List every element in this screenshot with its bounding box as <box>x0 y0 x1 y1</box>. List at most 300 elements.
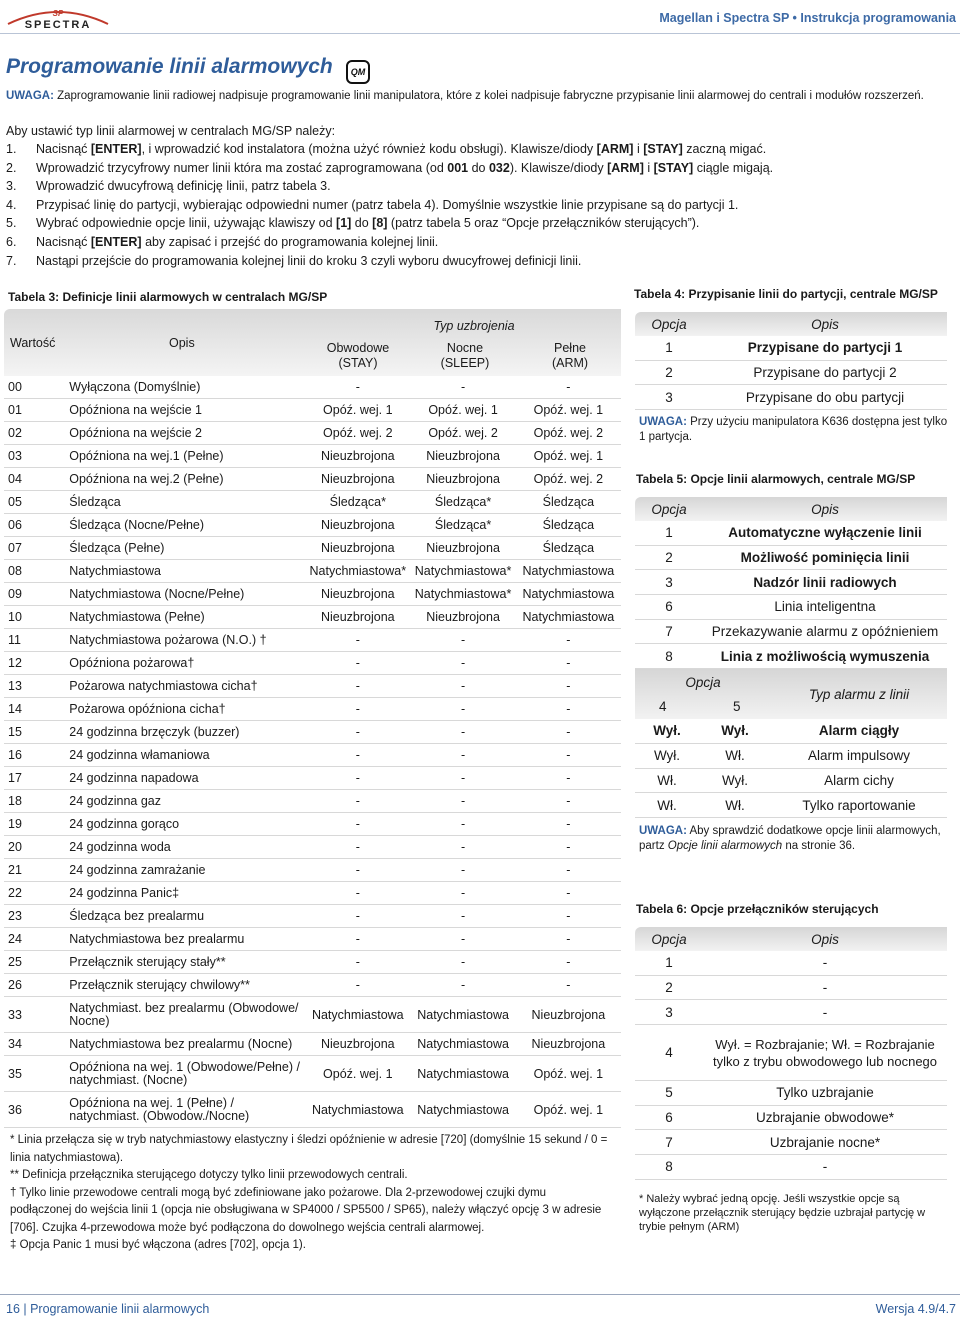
table4-row <box>635 385 947 410</box>
table3-cell: Nieuzbrojona <box>426 541 500 555</box>
table3-cell: 06 <box>8 518 22 532</box>
table3-row <box>4 1033 621 1056</box>
table3-cell: Natychmiastowa <box>417 1037 509 1051</box>
table3-row <box>4 422 621 445</box>
table3-cell: - <box>566 817 571 831</box>
table6-desc: Uzbrajanie nocne* <box>769 1134 881 1150</box>
table3-cell: 05 <box>8 495 22 509</box>
table3-cell: Śledząca* <box>329 495 386 509</box>
table3-cell: 22 <box>8 886 22 900</box>
table3-cell: Opóź. wej. 2 <box>533 426 604 440</box>
table6-opt: 2 <box>665 980 673 996</box>
table5-sub-opt5: Wł. <box>725 797 745 813</box>
table6-note: * Należy wybrać jedną opcję. Jeśli wszystkie opcje są wyłączone przełącznik sterujący będzie uzbrajał partycję w trybie pełnym (ARM) <box>639 1193 926 1233</box>
table5-head-opt: Opcja <box>651 501 687 517</box>
table3-cell: 18 <box>8 794 22 808</box>
table3-row <box>4 537 621 560</box>
table3-cell: - <box>460 748 466 762</box>
table3-cell: Nieuzbrojona <box>320 587 395 601</box>
table6-row <box>635 951 947 976</box>
table3-row <box>4 974 621 997</box>
table3-cell: - <box>566 679 571 693</box>
table6-desc: - <box>822 1004 828 1020</box>
step-text: aby zapisać i przejść do programowania kolejnej linii. <box>141 234 439 249</box>
table5-opt: 1 <box>665 525 673 541</box>
step-text: do <box>468 160 489 175</box>
table3-cell: Natychmiastowa (Nocne/Pełne) <box>69 586 245 601</box>
table3-cell: Opóźniona na wej.1 (Pełne) <box>69 448 224 463</box>
table3-cell: - <box>460 932 466 946</box>
table3-cell: - <box>460 978 466 992</box>
step-text: i <box>643 160 654 175</box>
table3-row <box>4 560 621 583</box>
table5-note-link: Opcje linii alarmowych <box>667 839 783 852</box>
table3-cell: - <box>566 840 571 854</box>
step-text: i <box>633 142 644 156</box>
table3-cell: - <box>566 932 571 946</box>
table3-header <box>4 309 621 376</box>
table3-cell: 08 <box>8 564 22 578</box>
table5-opt: 7 <box>665 624 673 640</box>
table5-subhead-opt: Opcja <box>685 675 721 691</box>
table3-row <box>4 468 621 491</box>
table5-sub-opt4: Wł. <box>657 772 677 788</box>
table3-cell: Natychmiastowa <box>522 587 615 601</box>
table3-cell: - <box>566 978 571 992</box>
table3-cell: - <box>460 955 466 969</box>
table3-cell: Opóź. wej. 1 <box>533 403 604 417</box>
step-item <box>6 214 952 233</box>
table3-cell: 33 <box>8 1007 22 1022</box>
step-text: , i wprowadzić kod instalatora (można użyć również kodu obsługi). Klawisze/diody <box>141 142 597 156</box>
header-title: Magellan i Spectra SP • Instrukcja programowania <box>659 11 956 25</box>
table3-cell: Natychmiastowa <box>311 1102 404 1117</box>
table5-row <box>635 595 947 620</box>
table5-body <box>635 521 947 669</box>
table5-opt: 6 <box>665 599 673 615</box>
table3-cell: Natychmiastowa* <box>414 564 512 578</box>
table3-cell: 24 godzinna brzęczyk (buzzer) <box>69 724 240 739</box>
table3-cell: - <box>460 656 466 670</box>
table3-cell: - <box>566 886 571 900</box>
table6-row <box>635 1155 947 1180</box>
table5-row <box>635 644 947 669</box>
table3-cell: - <box>355 886 360 900</box>
table5-sub-row <box>635 719 947 744</box>
step-text: Nastąpi przejście do programowania kolejnej linii do kroku 3 czyli wyboru dwucyfrowej definicji linii. <box>36 253 582 268</box>
footer-page-label: 16 | Programowanie linii alarmowych <box>6 1302 210 1316</box>
table3-cell: - <box>460 886 466 900</box>
table3-cell: 36 <box>8 1102 22 1117</box>
table5-sub-type: Alarm impulsowy <box>807 748 911 764</box>
page-header <box>0 0 960 34</box>
table5-note <box>639 824 949 853</box>
table3-cell: Opóź. wej. 2 <box>323 426 393 440</box>
table3-row <box>4 399 621 422</box>
table3-cell: Natychmiastowa* <box>309 564 407 578</box>
table3-cell: 24 godzinna zamrażanie <box>69 862 206 877</box>
table3-row <box>4 491 621 514</box>
table6-row <box>635 1081 947 1106</box>
table3-cell: Pożarowa opóźniona cicha† <box>69 701 226 716</box>
table3-row <box>4 1092 621 1128</box>
table3-cell: - <box>355 380 360 394</box>
key-label: [1] <box>336 216 352 231</box>
key-label: [STAY] <box>643 142 683 156</box>
key-label: [STAY] <box>653 160 694 175</box>
step-item <box>6 159 952 178</box>
table3-cell: - <box>355 679 360 693</box>
table5-sub-opt5: Wył. <box>721 772 749 788</box>
table5-note-label: UWAGA: <box>639 825 687 837</box>
table5-note-text-1: Aby sprawdzić dodatkowe opcje linii alarmowych, partz <box>639 825 941 852</box>
table5-subhead-4: 4 <box>659 699 667 715</box>
table3-row <box>4 859 621 882</box>
table3-head-sleep: Nocne (SLEEP) <box>440 341 490 370</box>
table3-cell: Natychmiastowa (Pełne) <box>69 609 205 624</box>
table6-opt: 3 <box>665 1004 673 1020</box>
step-text: Wprowadzić trzycyfrowy numer linii która ma zostać zaprogramowana (od <box>36 160 448 175</box>
table3-cell: - <box>355 656 360 670</box>
table3-cell: Natychmiastowa pożarowa (N.O.) † <box>69 632 267 647</box>
table3-row <box>4 882 621 905</box>
table3-cell: Wyłączona (Domyślnie) <box>69 379 201 394</box>
table3-caption: Tabela 3: Definicje linii alarmowych w centralach MG/SP <box>8 290 328 304</box>
table3-body <box>4 376 621 1128</box>
table3-cell: Natychmiastowa <box>69 563 161 578</box>
key-label: 001 <box>447 160 469 175</box>
table3-cell: Nieuzbrojona <box>320 449 395 463</box>
step-text: ciągle migają. <box>693 160 774 175</box>
table6-body <box>635 951 947 1180</box>
table3-cell: Nieuzbrojona <box>320 610 395 624</box>
table5-subhead-5: 5 <box>733 699 741 715</box>
table4-opt: 1 <box>665 340 673 356</box>
table3-cell: 09 <box>8 587 22 601</box>
table3-cell: Natychmiastowa <box>311 1007 404 1022</box>
table5-sub-row <box>635 793 947 818</box>
table6 <box>635 927 947 1180</box>
table6-desc: - <box>822 955 828 971</box>
table5-sub-row <box>635 769 947 794</box>
table6-desc: - <box>822 980 828 996</box>
table3-cell: - <box>460 679 466 693</box>
uwaga-label: UWAGA: <box>6 90 54 102</box>
table3-cell: 11 <box>8 633 21 647</box>
table3-cell: 10 <box>8 610 22 624</box>
table3-cell: Opóźniona na wej.2 (Pełne) <box>69 471 224 486</box>
table4-row <box>635 361 947 386</box>
table3-cell: - <box>355 633 360 647</box>
table6-opt: 5 <box>665 1085 673 1101</box>
table4-header <box>635 312 947 336</box>
spectra-logo <box>6 2 110 30</box>
table6-head-desc: Opis <box>811 931 839 947</box>
svg-text:SP: SP <box>52 9 64 18</box>
table3-cell: Nieuzbrojona <box>320 472 395 486</box>
table3-cell: - <box>566 656 571 670</box>
step-text: Wybrać odpowiednie opcje linii, używając klawiszy od <box>36 216 337 231</box>
table4 <box>635 312 947 410</box>
step-text: Wprowadzić dwucyfrową definicję linii, patrz tabela 3. <box>36 179 331 194</box>
table3-cell: Śledząca <box>542 518 595 532</box>
table3-cell: - <box>460 909 466 923</box>
table3-cell: 13 <box>8 679 22 693</box>
table3-cell: Nieuzbrojona <box>320 541 395 555</box>
table3-cell: - <box>566 702 571 716</box>
table4-row <box>635 336 947 361</box>
table5 <box>635 497 947 818</box>
table3-cell: Nieuzbrojona <box>531 1037 606 1051</box>
table3-cell: 35 <box>8 1066 22 1081</box>
table5-caption: Tabela 5: Opcje linii alarmowych, centrale MG/SP <box>636 472 916 486</box>
table3-footnotes <box>10 1132 610 1255</box>
table3-cell: Śledząca <box>542 495 595 509</box>
table3-cell: 26 <box>8 978 22 992</box>
table3-row <box>4 376 621 399</box>
table6-desc: Uzbrajanie obwodowe* <box>755 1110 895 1126</box>
key-label: 032 <box>488 160 510 175</box>
table3-cell: 19 <box>8 817 22 831</box>
table3-cell: Śledząca (Pełne) <box>69 540 165 555</box>
table3-row <box>4 445 621 468</box>
step-text: ). Klawisze/diody <box>509 160 608 175</box>
intro-lead: Aby ustawić typ linii alarmowej w centralach MG/SP należy: <box>6 124 336 138</box>
table3-footnote: * Linia przełącza się w tryb natychmiastowy elastyczny i śledzi opóźnienie w adresie [720] (domyślnie 15 sekund / 0 = linia natychmiastowa). <box>10 1134 608 1164</box>
table3-cell: - <box>566 633 571 647</box>
table6-desc: - <box>822 1159 828 1175</box>
table6-opt: 8 <box>665 1159 673 1175</box>
step-item <box>6 252 952 271</box>
step-item <box>6 140 952 159</box>
table6-head-opt: Opcja <box>651 931 687 947</box>
table4-desc: Przypisane do partycji 2 <box>753 365 897 381</box>
table3-row <box>4 583 621 606</box>
table6-header <box>635 927 947 951</box>
table5-desc: Nadzór linii radiowych <box>753 574 897 590</box>
table5-header <box>635 497 947 521</box>
table5-sub-type: Alarm cichy <box>824 772 894 788</box>
table6-opt: 6 <box>665 1110 673 1126</box>
table3-cell: Natychmiastowa <box>522 610 615 624</box>
table3-cell: 15 <box>8 725 22 739</box>
table3-cell: 23 <box>8 909 22 923</box>
table3-row <box>4 514 621 537</box>
table3-cell: Natychmiast. bez prealarmu (Obwodowe/ Nocne) <box>69 1000 299 1028</box>
key-label: [8] <box>372 216 388 231</box>
step-item <box>6 177 952 196</box>
table6-row <box>635 1000 947 1025</box>
table5-head-desc: Opis <box>811 501 839 517</box>
table3-cell: 16 <box>8 748 22 762</box>
table3-cell: 17 <box>8 771 22 785</box>
table4-desc: Przypisane do partycji 1 <box>747 340 903 356</box>
table3-cell: - <box>460 725 466 739</box>
table3-cell: Opóź. wej. 1 <box>533 1102 604 1117</box>
table3-cell: - <box>566 863 571 877</box>
table3-row <box>4 652 621 675</box>
table3-cell: Śledząca <box>542 541 595 555</box>
table3-cell: Pożarowa natychmiastowa cicha† <box>69 678 258 693</box>
table5-sub-opt4: Wył. <box>653 748 681 764</box>
table3-cell: Natychmiastowa* <box>414 587 512 601</box>
table3-cell: 02 <box>8 426 22 440</box>
table3-cell: Nieuzbrojona <box>320 1037 395 1051</box>
table3-row <box>4 1056 621 1092</box>
table3-cell: 24 <box>8 932 22 946</box>
table5-sub-opt4: Wył. <box>653 723 681 739</box>
table6-opt: 4 <box>665 1045 673 1061</box>
table3-cell: Natychmiastowa bez prealarmu <box>69 931 245 946</box>
step-text: (patrz tabela 5 oraz “Opcje przełączników sterujących”). <box>387 216 700 231</box>
table3-cell: Nieuzbrojona <box>426 472 500 486</box>
table3-cell: Śledząca* <box>434 518 492 532</box>
table5-sub-type: Alarm ciągły <box>818 723 900 739</box>
table3-row <box>4 721 621 744</box>
table4-head-opt: Opcja <box>651 316 687 332</box>
table3-cell: - <box>355 932 360 946</box>
table3-cell: Nieuzbrojona <box>426 449 500 463</box>
table3-cell: 01 <box>8 403 22 417</box>
table3-head-arm: Pełne (ARM) <box>551 341 589 370</box>
table3-row <box>4 928 621 951</box>
table3-cell: - <box>566 771 571 785</box>
table5-sub-type: Tylko raportowanie <box>802 797 916 813</box>
table4-note-text: Przy użyciu manipulatora K636 dostępna jest tylko 1 partycja. <box>639 416 948 443</box>
table3-cell: - <box>355 817 360 831</box>
table6-opt: 7 <box>665 1134 673 1150</box>
table3-cell: - <box>355 771 360 785</box>
table4-caption: Tabela 4: Przypisanie linii do partycji, centrale MG/SP <box>634 287 938 301</box>
table3-cell: 25 <box>8 955 22 969</box>
table3-cell: - <box>566 909 571 923</box>
step-item <box>6 233 952 252</box>
table3-cell: Przełącznik sterujący chwilowy** <box>69 977 250 992</box>
table3-cell: - <box>566 748 571 762</box>
table4-note-label: UWAGA: <box>639 416 687 428</box>
table3-cell: - <box>355 863 360 877</box>
table3-head-stay: Obwodowe (STAY) <box>326 341 390 370</box>
table3-cell: 21 <box>8 863 22 877</box>
step-number: 6. <box>6 234 17 249</box>
table3-row <box>4 767 621 790</box>
table3-cell: - <box>460 380 466 394</box>
table3-footnote: ** Definicja przełącznika sterującego dotyczy tylko linii przewodowych centrali. <box>10 1169 408 1181</box>
table3-row <box>4 905 621 928</box>
table3-cell: 24 godzinna napadowa <box>69 770 199 785</box>
table4-opt: 3 <box>665 389 673 405</box>
table5-row <box>635 521 947 546</box>
table3-row <box>4 951 621 974</box>
step-text: Nacisnąć <box>36 234 91 249</box>
step-number: 5. <box>6 216 17 231</box>
table3-row <box>4 698 621 721</box>
table5-desc: Możliwość pominięcia linii <box>740 550 910 566</box>
step-number: 3. <box>6 179 17 194</box>
table5-sub-opt4: Wł. <box>657 797 677 813</box>
table3-cell: Natychmiastowa <box>522 564 615 578</box>
table5-desc: Przekazywanie alarmu z opóźnieniem <box>711 624 939 640</box>
table3-cell: - <box>355 748 360 762</box>
table3-cell: 12 <box>8 656 22 670</box>
steps-list <box>6 140 952 270</box>
table5-desc: Automatyczne wyłączenie linii <box>728 525 922 541</box>
table3-cell: - <box>460 633 466 647</box>
table6-desc: Tylko uzbrajanie <box>776 1085 874 1101</box>
table6-caption: Tabela 6: Opcje przełączników sterujących <box>636 902 879 916</box>
table3-row <box>4 836 621 859</box>
step-text: Nacisnąć <box>36 142 91 156</box>
step-number: 2. <box>6 160 17 175</box>
table3-cell: Opóźniona na wej. 1 (Pełne) / natychmiast. (Obwodow./Nocne) <box>69 1095 250 1123</box>
table5-opt: 8 <box>665 648 673 664</box>
table3 <box>4 309 621 1128</box>
footer-divider <box>0 1294 960 1295</box>
table3-cell: - <box>460 863 466 877</box>
table3-cell: Opóźniona na wej. 1 (Obwodowe/Pełne) / natychmiast. (Nocne) <box>69 1059 300 1087</box>
table3-row <box>4 675 621 698</box>
key-label: [ENTER] <box>90 142 142 156</box>
table5-subbody <box>635 719 947 818</box>
table5-row <box>635 570 947 595</box>
table3-cell: - <box>566 794 571 808</box>
table3-cell: - <box>566 725 571 739</box>
table4-desc: Przypisane do obu partycji <box>745 389 905 405</box>
table5-subheader <box>635 669 947 719</box>
table3-cell: - <box>355 702 360 716</box>
table5-row <box>635 620 947 645</box>
table3-cell: Natychmiastowa <box>417 1007 509 1022</box>
table3-cell: 24 godzinna włamaniowa <box>69 747 210 762</box>
table3-cell: Opóź. wej. 2 <box>428 426 498 440</box>
table3-cell: Nieuzbrojona <box>531 1007 606 1022</box>
table6-desc: Wył. = Rozbrajanie; Wł. = Rozbrajanie tylko z trybu obwodowego lub nocnego <box>712 1036 938 1069</box>
step-number: 4. <box>6 197 17 212</box>
table3-row <box>4 813 621 836</box>
table4-note <box>639 415 949 444</box>
table3-cell: 20 <box>8 840 22 854</box>
table3-cell: Natychmiastowa <box>417 1066 509 1081</box>
table5-sub-row <box>635 744 947 769</box>
table5-row <box>635 546 947 571</box>
table3-row <box>4 997 621 1033</box>
step-number: 1. <box>6 142 17 156</box>
table3-row <box>4 790 621 813</box>
table3-head-value: Wartość <box>10 336 56 350</box>
table6-row <box>635 1025 947 1081</box>
table3-cell: - <box>355 978 360 992</box>
table3-cell: Śledząca <box>69 494 121 509</box>
table3-cell: Opóź. wej. 1 <box>533 1066 604 1081</box>
key-label: [ENTER] <box>90 234 142 249</box>
table3-cell: 00 <box>8 380 22 394</box>
table3-footnote: † Tylko linie przewodowe centrali mogą być zdefiniowane jako pożarowe. Dla 2-przewodowej czujki dymu podłączonej do wejścia linii 1 (opcja nie obsługiwana w SP4000 / SP5500 / SP65), należy włączyć opcję 3 w adresie [706]. Czujka 4-przewodowa może być podłączona do dowolnego wejścia centrali alarmowej. <box>10 1186 602 1234</box>
table3-cell: Nieuzbrojona <box>426 610 500 624</box>
table3-cell: 24 godzinna gaz <box>69 793 161 808</box>
step-text: zaczną migać. <box>682 142 767 156</box>
step-text: Przypisać linię do partycji, wybierając odpowiedni numer (patrz tabela 4). Domyślnie wszystkie linie przypisane są do partycji 1. <box>36 197 739 212</box>
table5-desc: Linia z możliwością wymuszenia <box>720 648 930 664</box>
table3-cell: Opóźniona na wejście 1 <box>69 402 202 417</box>
table5-subhead-type: Typ alarmu z linii <box>808 686 910 702</box>
table3-cell: Śledząca (Nocne/Pełne) <box>69 517 205 532</box>
table3-cell: - <box>460 771 466 785</box>
table3-cell: - <box>355 955 360 969</box>
table3-cell: - <box>566 380 571 394</box>
table5-sub-opt5: Wył. <box>721 723 749 739</box>
table3-cell: - <box>460 794 466 808</box>
table3-row <box>4 744 621 767</box>
